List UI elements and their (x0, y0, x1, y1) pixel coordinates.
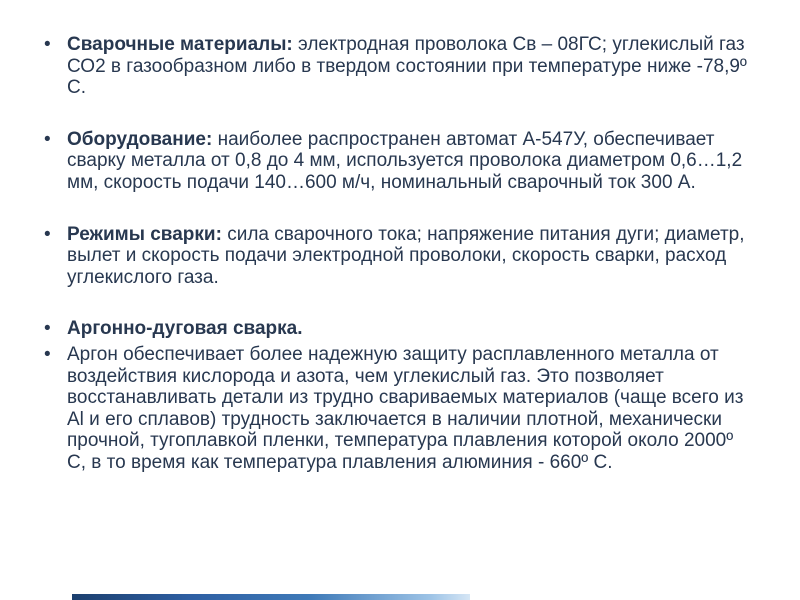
bullet-body-text: наиболее распространен автомат А-547У, обеспечивает сварку металла от 0,8 до 4 мм, используется проволока диаметром 0,6…1,2 мм, скорость подачи 140…600 м/ч, номинальный сварочный ток 300 А. (67, 128, 743, 193)
bullet-lead-text: Режимы сварки: (67, 223, 222, 245)
bullet-body-text: сила сварочного тока; напряжение питания дуги; диаметр, вылет и скорость подачи электродной проволоки, скорость сварки, расход углекислого газа. (67, 223, 745, 288)
bullet-body-text: электродная проволока Св – 08ГС; углекислый газ СО2 в газообразном либо в твердом состоянии при температуре ниже -78,9º С. (67, 34, 747, 99)
bullet-equipment (44, 129, 756, 194)
bullet-argon-arc-description (44, 344, 756, 474)
bullet-welding-materials (44, 34, 756, 99)
bullet-lead-text: Аргонно-дуговая сварка. (67, 318, 303, 340)
bullet-lead-text: Сварочные материалы: (67, 34, 293, 55)
bullet-lead-text: Оборудование: (67, 128, 213, 150)
bullet-body-text: Аргон обеспечивает более надежную защиту расплавленного металла от воздействия кислорода и азота, чем углекислый газ. Это позволяет восстанавливать детали из трудно свариваемых материалов (чаще всего из Al и его сплавов) трудность заключается в наличии плотной, механически прочной, тугоплавкой пленки, температура плавления которой около 2000º С, в то время как температура плавления алюминия - 660º С. (67, 343, 744, 473)
bottom-accent-bar (72, 594, 470, 600)
bullet-welding-modes (44, 224, 756, 289)
bullet-argon-arc-heading (44, 318, 756, 340)
